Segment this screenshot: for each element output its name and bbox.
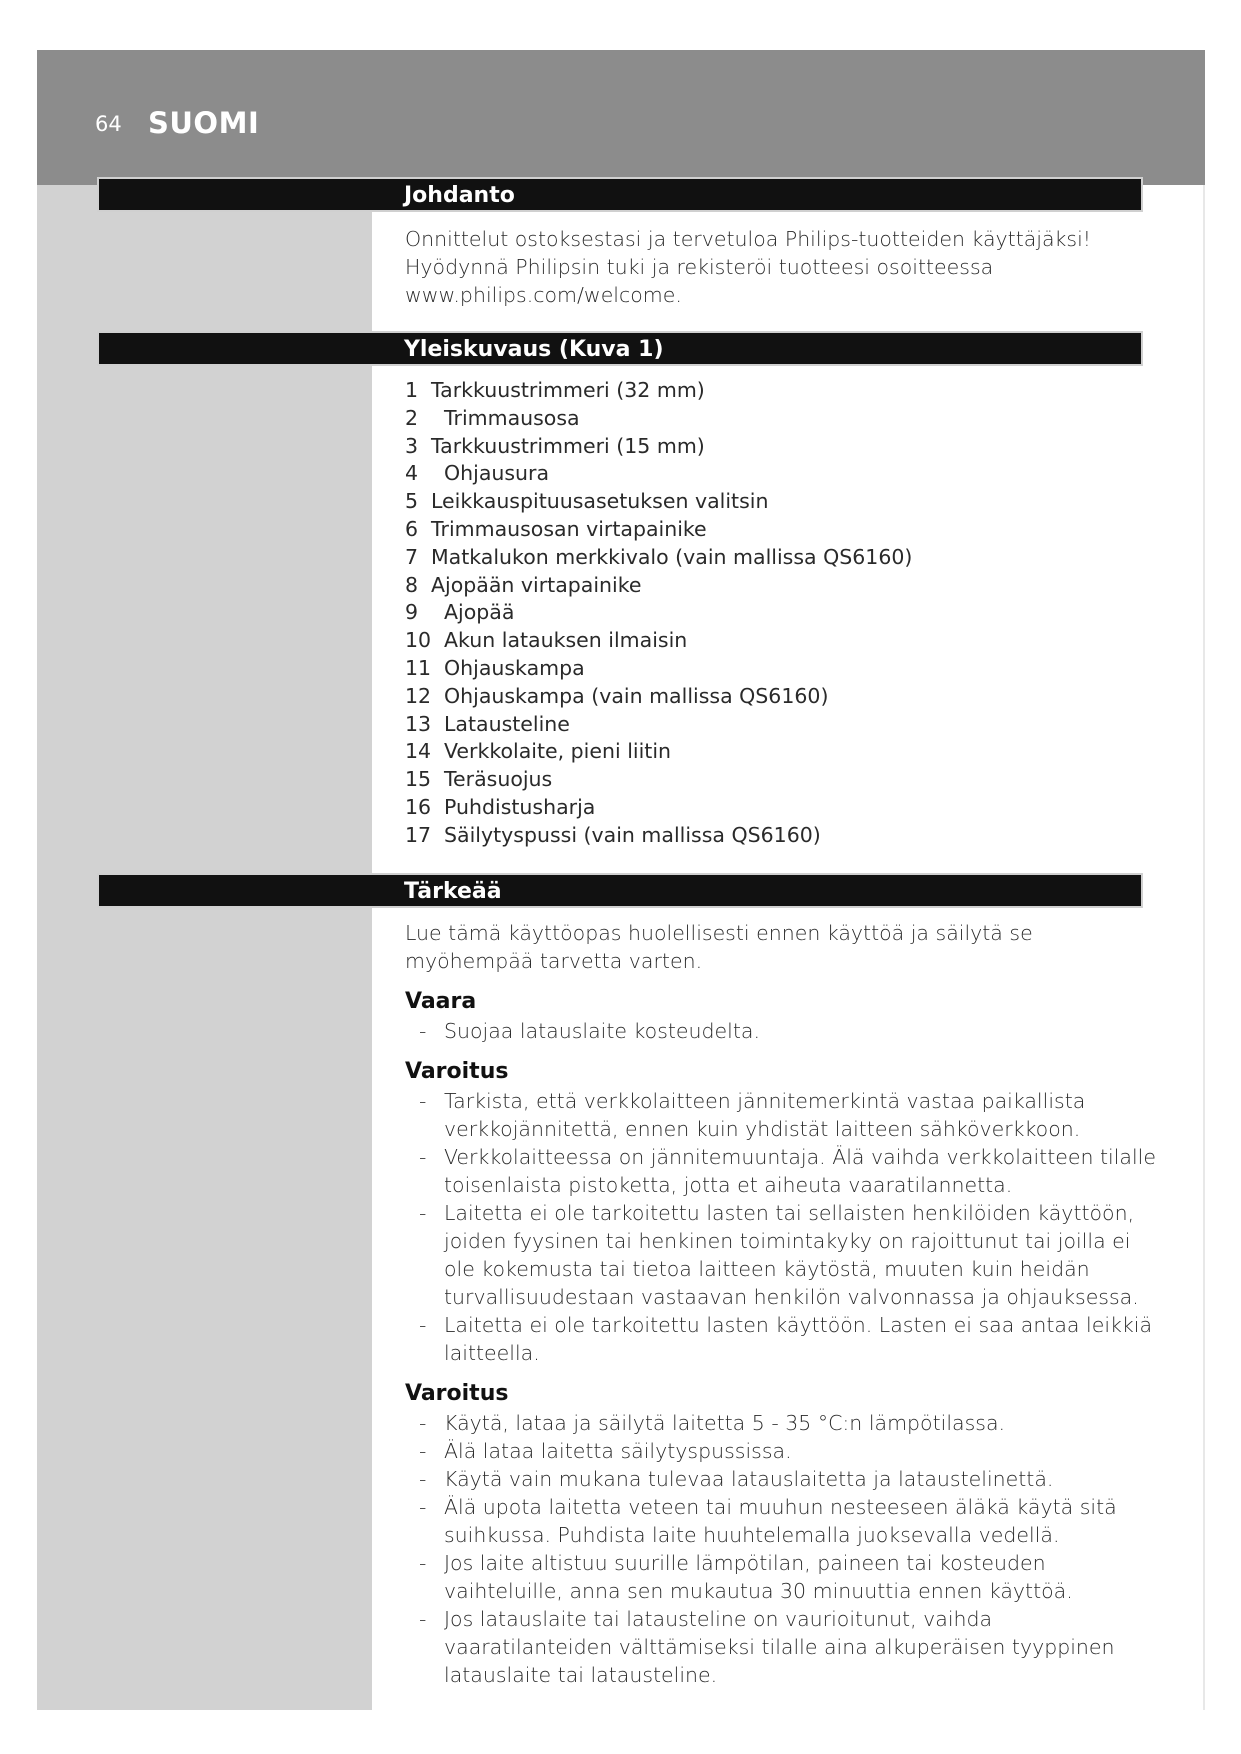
overview-item-label: Säilytyspussi (vain mallissa QS6160) [444,822,821,847]
overview-item [405,711,1165,739]
overview-item [405,794,1165,822]
caution-item-text: Käytä, lataa ja säilytä laitetta 5 - 35 °C:n lämpötilassa. [444,1411,1006,1435]
overview-item-label: Verkkolaite, pieni liitin [444,739,672,764]
overview-item-number: 2 [405,405,419,430]
overview-item-number: 4 [405,461,419,486]
caution-list-item [405,1605,1165,1689]
warning-list-item [405,1311,1165,1367]
section-title-intro: Johdanto [404,183,515,208]
intro-text-block [405,225,1105,309]
overview-item-number: 10 [405,628,432,653]
important-content [405,919,1165,1689]
overview-item-label: Trimmausosa [444,405,580,430]
overview-item [405,405,1165,433]
intro-paragraph: Onnittelut ostoksestasi ja tervetuloa Philips-tuotteiden käyttäjäksi! Hyödynnä Philipsin tuki ja rekisteröi tuotteesi osoitteessa www.philips.com/welcome. [405,227,1092,307]
overview-item-number: 12 [405,683,432,708]
overview-item [405,460,1165,488]
warning-list [405,1087,1165,1367]
overview-item [405,544,1165,572]
bullet-dash: - [419,1439,427,1463]
overview-item [405,655,1165,683]
overview-item-number: 1 [405,378,419,402]
side-column [37,185,372,1710]
overview-item-number: 9 [405,600,419,625]
overview-item [405,766,1165,794]
overview-item [405,488,1165,516]
overview-item [405,627,1165,655]
overview-item [405,377,1165,405]
overview-item-number: 15 [405,767,432,792]
overview-item-number: 11 [405,655,432,680]
warning-list-item [405,1143,1165,1199]
caution-list-item [405,1437,1165,1465]
overview-item [405,738,1165,766]
bullet-dash: - [419,1201,427,1225]
warning-item-text: Laitetta ei ole tarkoitettu lasten käyttöön. Lasten ei saa antaa leikkiä laitteella. [444,1313,1153,1365]
caution-list [405,1409,1165,1689]
overview-item-number: 6 [405,516,419,541]
warning-list-item [405,1199,1165,1311]
overview-item-number: 8 [405,572,419,597]
overview-item [405,822,1165,850]
danger-list [405,1017,1165,1045]
overview-item-number: 17 [405,822,432,847]
warning-item-text: Laitetta ei ole tarkoitettu lasten tai sellaisten henkilöiden käyttöön, joiden fyysinen tai henkinen toimintakyky on rajoittunut tai joilla ei ole kokemusta tai tietoa laitteen käytöstä, muuten kuin heidän turvallisuudestaan vastaavan henkilön valvonnassa ja ohjauksessa. [444,1201,1139,1309]
warning-item-text: Tarkista, että verkkolaitteen jännitemerkintä vastaa paikallista verkkojännitettä, ennen kuin yhdistät laitteen sähköverkkoon. [444,1089,1086,1141]
warning-heading: Varoitus [405,1059,509,1084]
overview-item [405,433,1165,461]
overview-item-label: Ohjauskampa (vain mallissa QS6160) [444,683,829,708]
overview-item-label: Ajopää [444,600,515,625]
overview-item-label: Latausteline [444,711,570,736]
danger-heading: Vaara [405,989,477,1014]
overview-item-number: 3 [405,433,419,458]
overview-item-number: 5 [405,489,419,514]
bullet-dash: - [419,1145,427,1169]
warning-item-text: Verkkolaitteessa on jännitemuuntaja. Älä vaihda verkkolaitteen tilalle toisenlaista pistoketta, jotta et aiheuta vaaratilannetta. [444,1145,1156,1197]
important-intro: Lue tämä käyttöopas huolellisesti ennen käyttöä ja säilytä se myöhempää tarvetta varten. [405,921,1033,973]
overview-item-label: Matkalukon merkkivalo (vain mallissa QS6160) [431,544,913,569]
overview-item-label: Ajopään virtapainike [431,572,642,597]
section-title-overview: Yleiskuvaus (Kuva 1) [404,337,664,362]
danger-list-item [405,1017,1165,1045]
right-rule [1203,185,1205,1710]
bullet-dash: - [419,1089,427,1113]
caution-list-item [405,1465,1165,1493]
bullet-dash: - [419,1495,427,1519]
warning-list-item [405,1087,1165,1143]
overview-item-label: Ohjausura [444,461,550,486]
caution-item-text: Älä upota laitetta veteen tai muuhun nesteeseen äläkä käytä sitä suihkussa. Puhdista laite huuhtelemalla juoksevalla vedellä. [444,1495,1117,1547]
overview-item-label: Puhdistusharja [444,794,596,819]
bullet-dash: - [419,1551,427,1575]
language-title: SUOMI [148,106,260,140]
overview-item-label: Leikkauspituusasetuksen valitsin [431,489,769,514]
overview-item-label: Tarkkuustrimmeri (15 mm) [431,433,705,458]
section-title-important: Tärkeää [404,879,502,904]
caution-item-text: Käytä vain mukana tulevaa latauslaitetta ja lataustelinettä. [444,1467,1054,1491]
bullet-dash: - [419,1019,427,1043]
caution-item-text: Jos laite altistuu suurille lämpötilan, paineen tai kosteuden vaihteluille, anna sen mukautua 30 minuuttia ennen käyttöä. [444,1551,1073,1603]
overview-item-number: 16 [405,794,432,819]
caution-item-text: Älä lataa laitetta säilytyspussissa. [444,1439,792,1463]
danger-item-text: Suojaa latauslaite kosteudelta. [444,1019,760,1043]
bullet-dash: - [419,1607,427,1631]
caution-heading: Varoitus [405,1381,509,1406]
overview-item [405,516,1165,544]
caution-list-item [405,1493,1165,1549]
caution-item-text: Jos latauslaite tai latausteline on vaurioitunut, vaihda vaaratilanteiden välttämiseksi tilalle aina alkuperäisen tyyppinen latauslaite tai latausteline. [444,1607,1115,1687]
bullet-dash: - [419,1313,427,1337]
overview-item-label: Ohjauskampa [444,655,585,680]
section-bar-overview [97,331,1143,366]
bullet-dash: - [419,1411,427,1435]
overview-item-number: 7 [405,544,419,569]
section-bar-important [97,873,1143,908]
overview-item [405,683,1165,711]
overview-item-label: Akun latauksen ilmaisin [444,628,688,653]
overview-item-number: 14 [405,739,432,764]
overview-item-label: Trimmausosan virtapainike [431,516,707,541]
caution-list-item [405,1549,1165,1605]
overview-item-label: Tarkkuustrimmeri (32 mm) [431,378,705,402]
overview-item [405,572,1165,600]
caution-list-item [405,1409,1165,1437]
overview-list [405,377,1165,850]
overview-item-label: Teräsuojus [444,767,553,792]
bullet-dash: - [419,1467,427,1491]
overview-item [405,599,1165,627]
overview-item-number: 13 [405,711,432,736]
section-bar-intro [97,177,1143,212]
page-number: 64 [95,112,122,136]
